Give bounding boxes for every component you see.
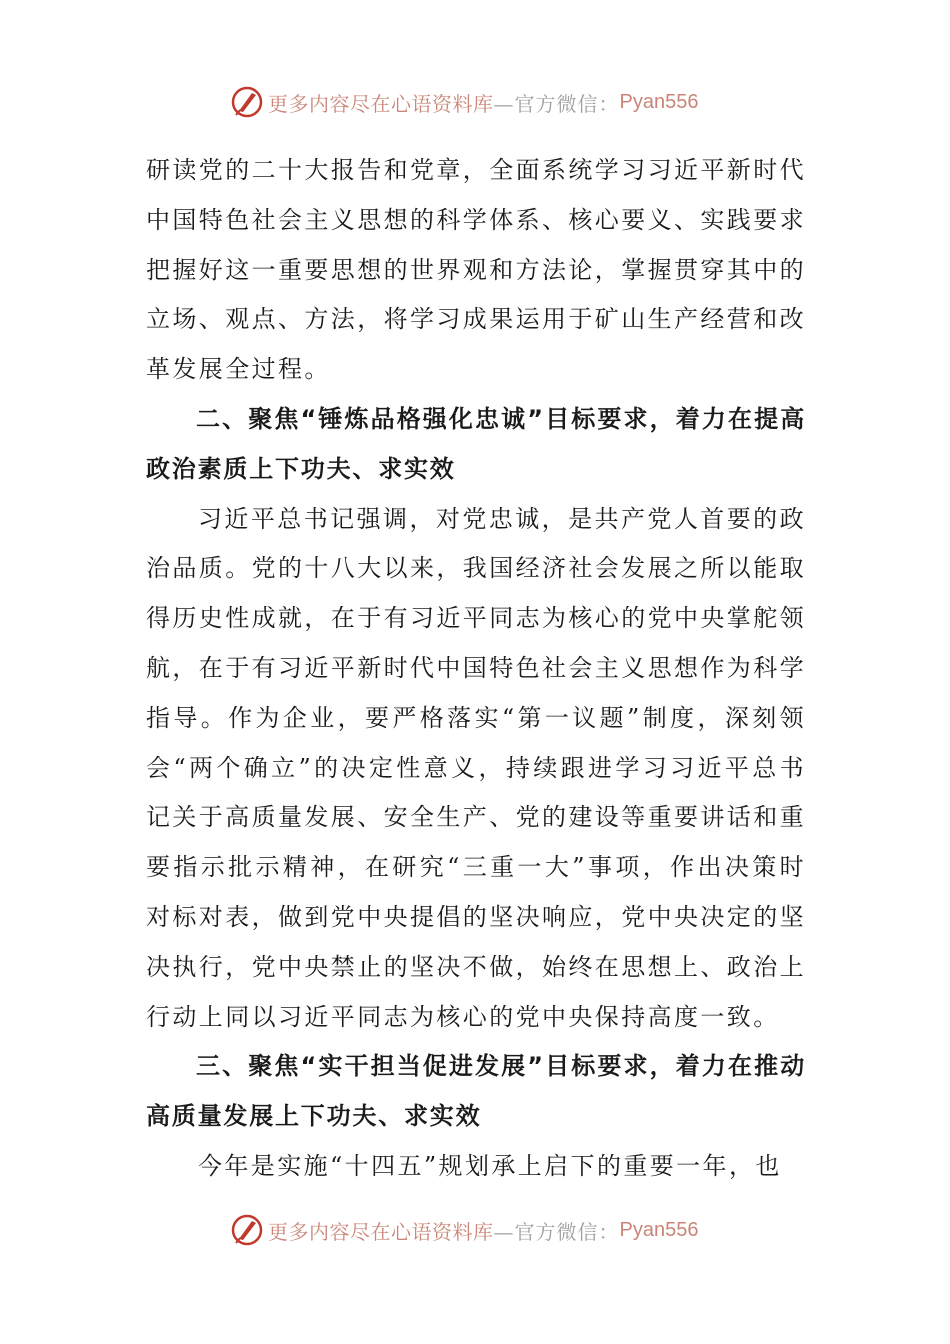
header-promo-text: 更多内容尽在心语资料库	[268, 91, 494, 116]
section-heading-2: 二、聚焦“锤炼品格强化忠诚”目标要求，着力在提高政治素质上下功夫、求实效	[146, 404, 806, 483]
footer-watermark-banner	[230, 1210, 750, 1250]
section-heading-3: 三、聚焦“实干担当促进发展”目标要求，着力在推动高质量发展上下功夫、求实效	[146, 1052, 806, 1131]
footer-promo-text: 更多内容尽在心语资料库	[268, 1219, 494, 1244]
header-official-label: —官方微信：	[493, 91, 620, 116]
footer-wechat-id: Pyan556	[619, 1218, 699, 1241]
quill-logo-icon	[230, 85, 264, 119]
document-body	[146, 146, 806, 1192]
header-watermark-banner	[230, 82, 750, 122]
paragraph-section-2: 习近平总书记强调，对党忠诚，是共产党人首要的政治品质。党的十八大以来，我国经济社会发展之所以能取得历史性成就，在于有习近平同志为核心的党中央掌舵领航，在于有习近平新时代中国特色社会主义思想作为科学指导。作为企业，要严格落实“第一议题”制度，深刻领会“两个确立”的决定性意义，持续跟进学习习近平总书记关于高质量发展、安全生产、党的建设等重要讲话和重要指示批示精神，在研究“三重一大”事项，作出决策时对标对表，做到党中央提倡的坚决响应，党中央决定的坚决执行，党中央禁止的坚决不做，始终在思想上、政治上行动上同以习近平同志为核心的党中央保持高度一致。	[146, 504, 806, 1031]
footer-official-label: —官方微信：	[493, 1219, 620, 1244]
paragraph-continuation: 研读党的二十大报告和党章，全面系统学习习近平新时代中国特色社会主义思想的科学体系、核心要义、实践要求把握好这一重要思想的世界观和方法论，掌握贯穿其中的立场、观点、方法，将学习成果运用于矿山生产经营和改革发展全过程。	[146, 156, 806, 384]
quill-logo-icon	[230, 1213, 264, 1247]
header-wechat-id: Pyan556	[619, 90, 699, 113]
paragraph-section-3: 今年是实施“十四五”规划承上启下的重要一年，也	[198, 1151, 782, 1180]
